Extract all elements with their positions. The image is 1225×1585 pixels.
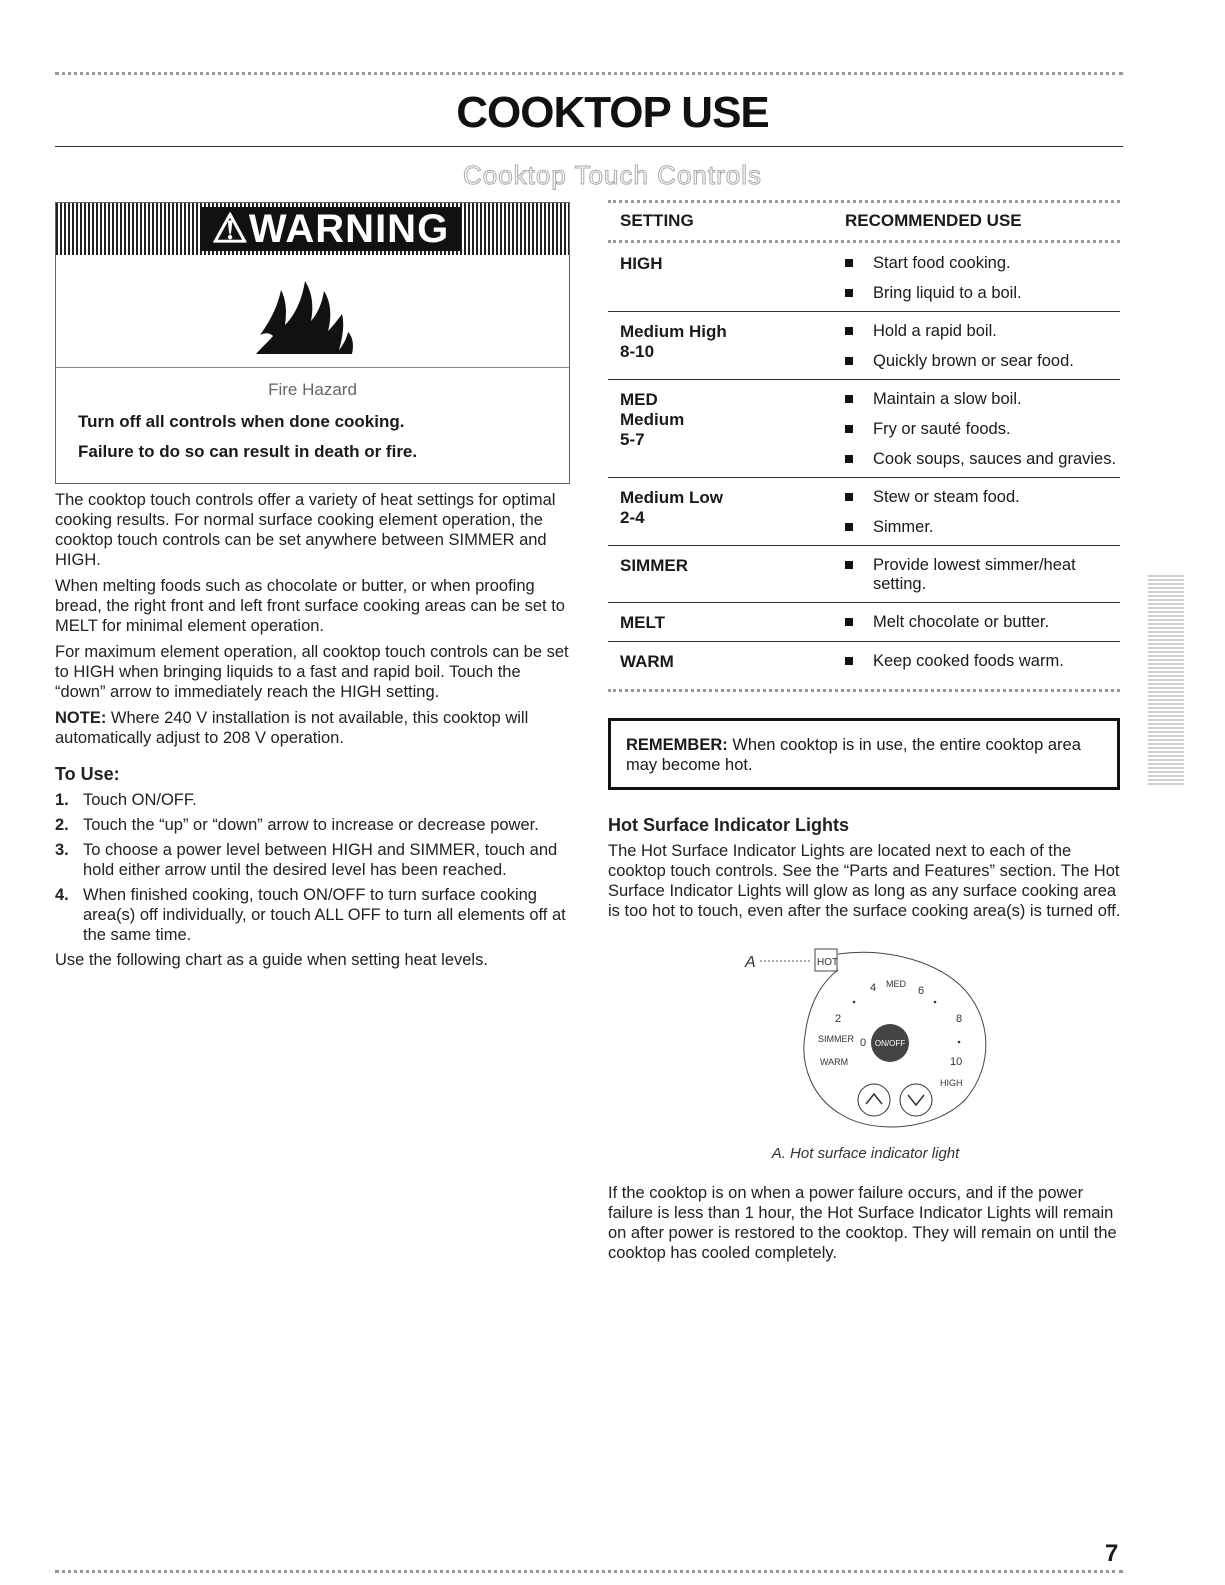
step-number: 4.: [55, 886, 69, 904]
setting-label: MELT: [620, 613, 666, 632]
callout-letter: A: [745, 954, 756, 971]
remember-box: [608, 718, 1120, 790]
step-text: When finished cooking, touch ON/OFF to turn surface cooking area(s) off individually, or touch ALL OFF to turn all elements off at the same time.: [83, 886, 566, 944]
level-6: 6: [918, 985, 925, 997]
use-item: [845, 556, 1120, 594]
uses-cell: [845, 652, 1120, 672]
up-arrow-button[interactable]: [858, 1084, 890, 1116]
intro-text: [55, 490, 575, 754]
use-text: Start food cooking.: [873, 254, 1011, 272]
hot-label: HOT: [817, 957, 839, 968]
table-header-rule: [608, 240, 1120, 243]
use-item: [845, 420, 1120, 439]
use-text: Maintain a slow boil.: [873, 390, 1022, 408]
square-bullet-icon: [845, 455, 853, 463]
setting-label: 8-10: [620, 342, 655, 361]
square-bullet-icon: [845, 395, 853, 403]
table-header: [608, 204, 1120, 238]
high-label: HIGH: [940, 1078, 963, 1088]
hot-surface-text: The Hot Surface Indicator Lights are located next to each of the cooktop touch controls. See the “Parts and Features” section. The Hot Surface Indicator Lights will glow as long as any surface cooking area is too hot to touch, even after the surface cooking area(s) is turned off.: [608, 842, 1121, 920]
hot-surface-heading: Hot Surface Indicator Lights: [608, 815, 850, 835]
warning-box: [55, 202, 570, 484]
page-number: 7: [1105, 1540, 1119, 1567]
use-item: [845, 518, 1120, 537]
note-text: Where 240 V installation is not available, this cooktop will automatically adjust to 208 V operation.: [55, 709, 529, 747]
level-4: 4: [870, 982, 877, 994]
table-body: [608, 244, 1120, 680]
diagram-caption: A. Hot surface indicator light: [771, 1145, 960, 1162]
warning-hazard: Fire Hazard: [268, 380, 357, 399]
setting-cell: [608, 390, 845, 469]
use-text: Cook soups, sauces and gravies.: [873, 450, 1117, 468]
setting-label: Medium Low: [620, 488, 723, 507]
use-text: Simmer.: [873, 518, 934, 536]
setting-label: Medium High: [620, 322, 727, 341]
settings-table: [608, 200, 1120, 680]
use-item: [845, 254, 1120, 273]
use-text: Hold a rapid boil.: [873, 322, 997, 340]
power-failure-text: If the cooktop is on when a power failure occurs, and if the power failure is less than 1 hour, the Hot Surface Indicator Lights will remain on after power is restored to the cooktop. They will remain on until the cooktop has cooled completely.: [608, 1184, 1117, 1262]
uses-cell: [845, 488, 1120, 537]
steps-list: [55, 790, 575, 945]
use-item: [845, 652, 1120, 671]
step-item: [55, 885, 575, 945]
step-number: 2.: [55, 816, 69, 834]
square-bullet-icon: [845, 327, 853, 335]
table-top-rule: [608, 200, 1120, 203]
use-item: [845, 284, 1120, 303]
note-paragraph: [55, 708, 575, 748]
setting-label: WARM: [620, 652, 674, 671]
language-side-tab: [1148, 575, 1184, 785]
warning-text: [56, 368, 569, 462]
use-item: [845, 450, 1120, 469]
use-item: [845, 390, 1120, 409]
use-text: Stew or steam food.: [873, 488, 1020, 506]
step-item: [55, 815, 575, 835]
setting-cell: [608, 488, 845, 537]
remember-text: When cooktop is in use, the entire cooktop area may become hot.: [626, 736, 1081, 774]
warning-label: [200, 207, 461, 251]
use-text: Provide lowest simmer/heat setting.: [873, 556, 1076, 593]
use-item: [845, 488, 1120, 507]
uses-cell: [845, 613, 1120, 633]
square-bullet-icon: [845, 357, 853, 365]
use-text: Melt chocolate or butter.: [873, 613, 1050, 631]
header-recommended-use: RECOMMENDED USE: [845, 211, 1022, 230]
use-text: Bring liquid to a boil.: [873, 284, 1022, 302]
table-row: [608, 603, 1120, 642]
to-use-section: [55, 764, 575, 976]
uses-cell: [845, 556, 1120, 594]
use-item: [845, 613, 1120, 632]
med-label: MED: [886, 979, 906, 989]
setting-label: 2-4: [620, 508, 645, 527]
use-item: [845, 352, 1120, 371]
setting-label: SIMMER: [620, 556, 688, 575]
uses-cell: [845, 390, 1120, 469]
intro-paragraph: When melting foods such as chocolate or butter, or when proofing bread, the right front and left front surface cooking areas can be set to MELT for minimal element operation.: [55, 577, 565, 635]
setting-label: 5-7: [620, 430, 645, 449]
remember-label: REMEMBER:: [626, 736, 728, 754]
square-bullet-icon: [845, 493, 853, 501]
use-text: Fry or sauté foods.: [873, 420, 1011, 438]
warm-label: WARM: [820, 1057, 849, 1067]
square-bullet-icon: [845, 523, 853, 531]
flame-area: [56, 255, 569, 368]
uses-cell: [845, 254, 1120, 303]
setting-label: Medium: [620, 410, 685, 429]
table-bottom-rule: [608, 689, 1120, 692]
setting-cell: [608, 652, 845, 672]
intro-paragraph: The cooktop touch controls offer a variety of heat settings for optimal cooking results. For normal surface cooking element operation, the cooktop touch controls can be set anywhere between SIMMER and HIGH.: [55, 491, 556, 569]
setting-cell: [608, 254, 845, 303]
table-row: [608, 380, 1120, 478]
step-text: Touch the “up” or “down” arrow to increase or decrease power.: [83, 816, 539, 834]
header-setting: SETTING: [620, 211, 694, 230]
level-8: 8: [956, 1013, 963, 1025]
closing-text: Use the following chart as a guide when setting heat levels.: [55, 951, 488, 969]
step-item: [55, 840, 575, 880]
square-bullet-icon: [845, 657, 853, 665]
intro-paragraph: For maximum element operation, all cooktop touch controls can be set to HIGH when bringing liquids to a fast and rapid boil. Touch the “down” arrow to immediately reach the HIGH setting.: [55, 643, 569, 701]
setting-label: HIGH: [620, 254, 663, 273]
table-row: [608, 642, 1120, 680]
warning-label-text: WARNING: [248, 207, 450, 251]
to-use-heading: To Use:: [55, 764, 120, 784]
warning-triangle-icon: ⚠: [212, 207, 249, 251]
warning-line-2: Failure to do so can result in death or fire.: [78, 442, 418, 461]
setting-cell: [608, 556, 845, 594]
level-0: 0: [860, 1037, 867, 1049]
down-arrow-button[interactable]: [900, 1084, 932, 1116]
table-row: [608, 478, 1120, 546]
control-diagram: [730, 940, 1010, 1145]
square-bullet-icon: [845, 561, 853, 569]
step-text: To choose a power level between HIGH and SIMMER, touch and hold either arrow until the desired level has been reached.: [83, 841, 558, 879]
top-dotted-rule: [55, 72, 1123, 75]
table-row: [608, 244, 1120, 312]
page-title: COOKTOP USE: [456, 88, 769, 137]
warning-banner: [56, 203, 569, 255]
step-number: 1.: [55, 791, 69, 809]
step-text: Touch ON/OFF.: [83, 791, 197, 809]
setting-cell: [608, 613, 845, 633]
title-rule: [55, 146, 1123, 147]
step-number: 3.: [55, 841, 69, 859]
square-bullet-icon: [845, 289, 853, 297]
on-off-label: ON/OFF: [874, 1039, 906, 1048]
simmer-label: SIMMER: [818, 1034, 854, 1044]
use-text: Keep cooked foods warm.: [873, 652, 1064, 670]
level-10: 10: [950, 1056, 963, 1068]
level-dot: [853, 1001, 856, 1004]
square-bullet-icon: [845, 259, 853, 267]
use-text: Quickly brown or sear food.: [873, 352, 1074, 370]
hot-surface-section: [608, 815, 1123, 927]
setting-label: MED: [620, 390, 658, 409]
table-row: [608, 312, 1120, 380]
section-title: Cooktop Touch Controls: [462, 160, 762, 190]
level-dot: [934, 1001, 937, 1004]
note-label: NOTE:: [55, 709, 107, 727]
setting-cell: [608, 322, 845, 371]
uses-cell: [845, 322, 1120, 371]
level-2: 2: [835, 1013, 842, 1025]
level-dot: [958, 1041, 961, 1044]
square-bullet-icon: [845, 618, 853, 626]
bottom-dotted-rule: [55, 1570, 1123, 1573]
fire-hazard-icon: [56, 255, 569, 367]
use-item: [845, 322, 1120, 341]
square-bullet-icon: [845, 425, 853, 433]
step-item: [55, 790, 575, 810]
warning-line-1: Turn off all controls when done cooking.: [78, 412, 405, 431]
control-diagram-svg: [730, 940, 1010, 1140]
table-row: [608, 546, 1120, 603]
